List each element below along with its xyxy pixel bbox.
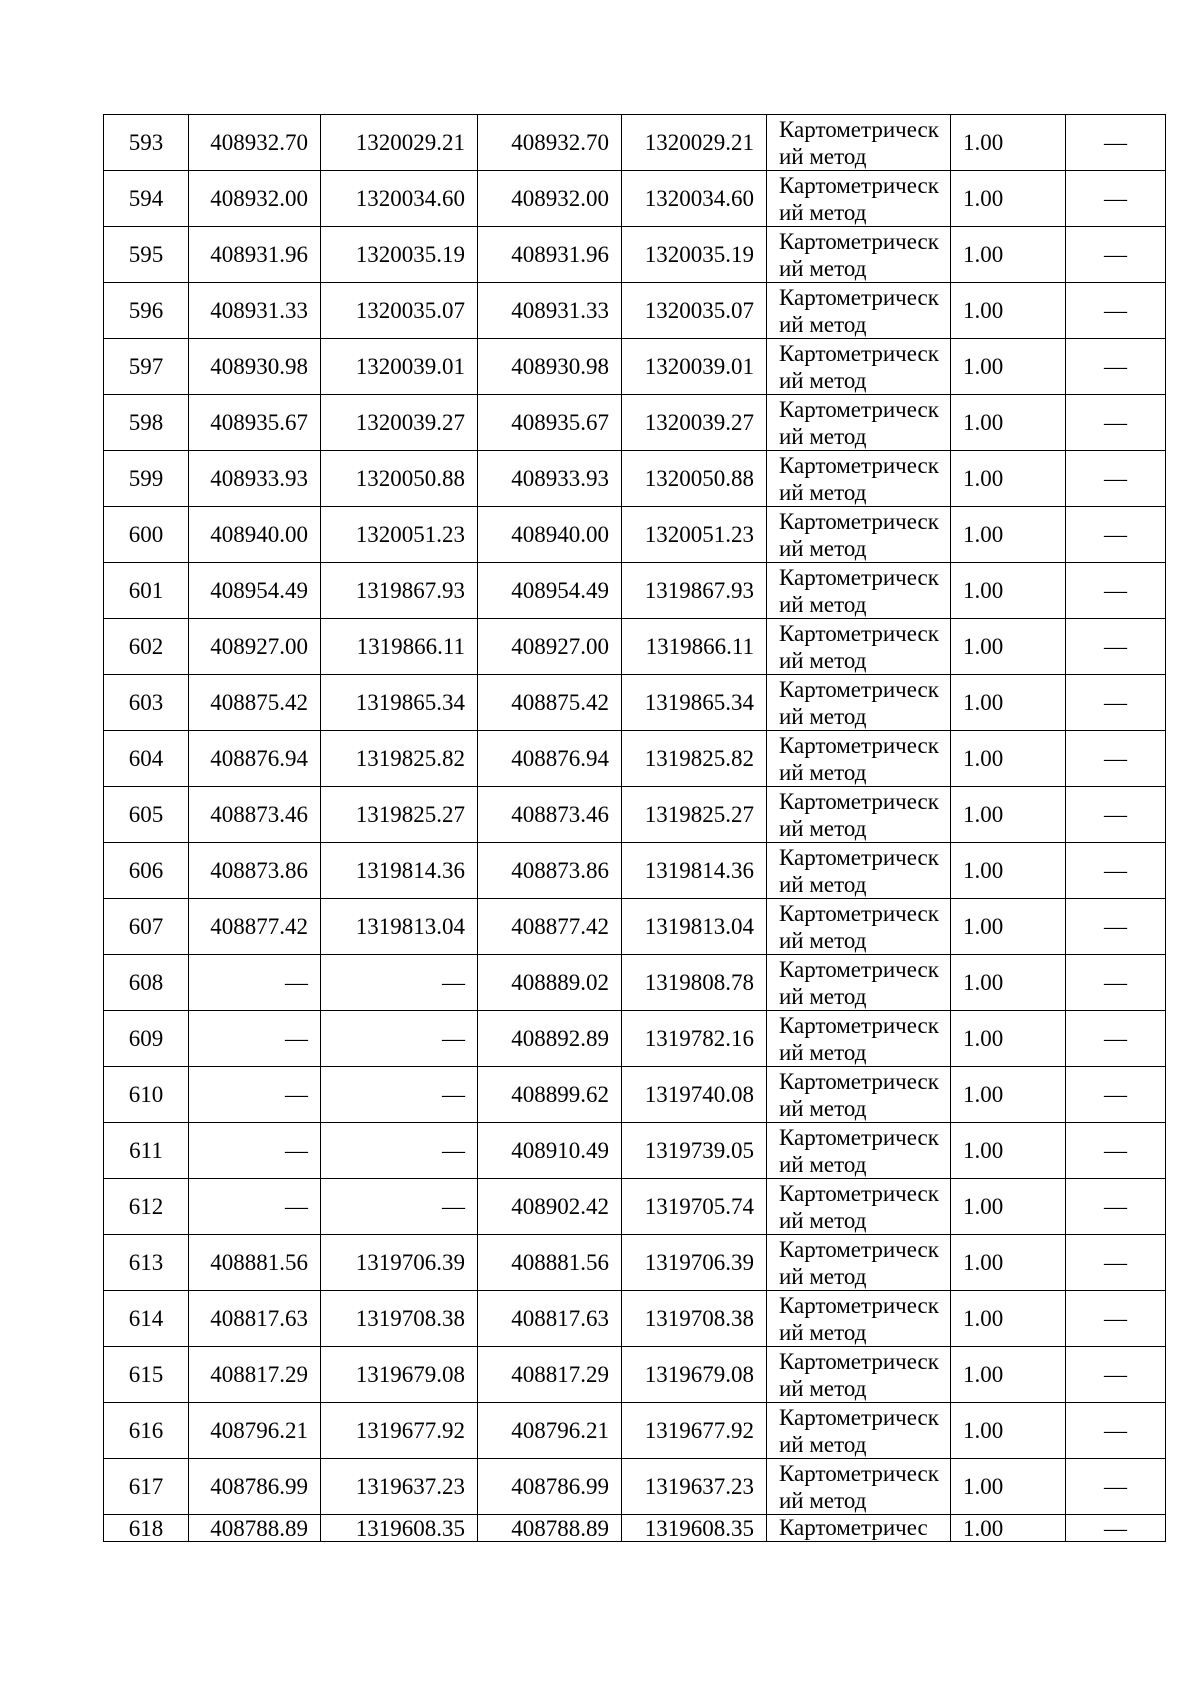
existing-y-cell: 1319813.04 [321,899,478,955]
existing-y-cell: 1320039.01 [321,339,478,395]
new-y-cell: 1319866.11 [622,619,767,675]
existing-x-cell: 408933.93 [189,451,321,507]
point-number-cell: 608 [104,955,189,1011]
point-number-cell: 618 [104,1515,189,1542]
existing-x-cell: 408931.96 [189,227,321,283]
method-cell: Картометрический метод [767,1291,951,1347]
existing-y-cell: 1319865.34 [321,675,478,731]
new-y-cell: 1319637.23 [622,1459,767,1515]
new-x-cell: 408892.89 [478,1011,622,1067]
new-y-cell: 1320039.01 [622,339,767,395]
accuracy-cell: 1.00 [951,1179,1066,1235]
existing-y-cell: — [321,1179,478,1235]
description-cell: — [1066,339,1166,395]
table-row [104,1515,1166,1542]
description-cell: — [1066,787,1166,843]
point-number-cell: 610 [104,1067,189,1123]
existing-y-cell: 1320035.07 [321,283,478,339]
accuracy-cell: 1.00 [951,1011,1066,1067]
description-cell: — [1066,227,1166,283]
method-cell: Картометрический метод [767,563,951,619]
new-x-cell: 408889.02 [478,955,622,1011]
existing-x-cell: 408932.70 [189,115,321,171]
method-cell: Картометрический метод [767,843,951,899]
method-cell: Картометрический метод [767,619,951,675]
method-cell: Картометрический метод [767,1179,951,1235]
accuracy-cell: 1.00 [951,1515,1066,1542]
existing-x-cell: 408873.86 [189,843,321,899]
table-row [104,1235,1166,1291]
table-row [104,1347,1166,1403]
new-y-cell: 1319825.82 [622,731,767,787]
method-cell: Картометрический метод [767,731,951,787]
existing-y-cell: 1319814.36 [321,843,478,899]
existing-x-cell: — [189,1179,321,1235]
existing-y-cell: 1320035.19 [321,227,478,283]
new-y-cell: 1319679.08 [622,1347,767,1403]
existing-y-cell: — [321,955,478,1011]
existing-y-cell: 1319706.39 [321,1235,478,1291]
point-number-cell: 605 [104,787,189,843]
existing-y-cell: — [321,1067,478,1123]
description-cell: — [1066,1347,1166,1403]
table-row [104,395,1166,451]
new-x-cell: 408817.29 [478,1347,622,1403]
table-row [104,843,1166,899]
description-cell: — [1066,1123,1166,1179]
existing-y-cell: — [321,1011,478,1067]
existing-x-cell: 408817.29 [189,1347,321,1403]
new-y-cell: 1319825.27 [622,787,767,843]
point-number-cell: 604 [104,731,189,787]
accuracy-cell: 1.00 [951,115,1066,171]
new-y-cell: 1319705.74 [622,1179,767,1235]
new-y-cell: 1319813.04 [622,899,767,955]
accuracy-cell: 1.00 [951,507,1066,563]
description-cell: — [1066,171,1166,227]
description-cell: — [1066,675,1166,731]
table-row [104,1459,1166,1515]
accuracy-cell: 1.00 [951,283,1066,339]
existing-y-cell: 1319677.92 [321,1403,478,1459]
new-y-cell: 1319706.39 [622,1235,767,1291]
existing-y-cell: 1320029.21 [321,115,478,171]
new-y-cell: 1320035.07 [622,283,767,339]
table-row [104,731,1166,787]
existing-x-cell: 408881.56 [189,1235,321,1291]
description-cell: — [1066,1011,1166,1067]
new-x-cell: 408932.00 [478,171,622,227]
description-cell: — [1066,1179,1166,1235]
point-number-cell: 601 [104,563,189,619]
point-number-cell: 595 [104,227,189,283]
new-x-cell: 408899.62 [478,1067,622,1123]
new-x-cell: 408881.56 [478,1235,622,1291]
description-cell: — [1066,563,1166,619]
point-number-cell: 606 [104,843,189,899]
new-x-cell: 408873.86 [478,843,622,899]
point-number-cell: 594 [104,171,189,227]
point-number-cell: 617 [104,1459,189,1515]
description-cell: — [1066,899,1166,955]
table-row [104,1011,1166,1067]
accuracy-cell: 1.00 [951,1291,1066,1347]
point-number-cell: 593 [104,115,189,171]
new-x-cell: 408931.33 [478,283,622,339]
new-x-cell: 408932.70 [478,115,622,171]
description-cell: — [1066,395,1166,451]
accuracy-cell: 1.00 [951,1235,1066,1291]
existing-x-cell: 408940.00 [189,507,321,563]
existing-y-cell: 1320034.60 [321,171,478,227]
description-cell: — [1066,1515,1166,1542]
new-y-cell: 1320050.88 [622,451,767,507]
new-y-cell: 1319739.05 [622,1123,767,1179]
new-x-cell: 408927.00 [478,619,622,675]
accuracy-cell: 1.00 [951,899,1066,955]
description-cell: — [1066,1235,1166,1291]
table-row [104,955,1166,1011]
new-y-cell: 1319708.38 [622,1291,767,1347]
existing-x-cell: 408873.46 [189,787,321,843]
new-x-cell: 408933.93 [478,451,622,507]
new-x-cell: 408930.98 [478,339,622,395]
existing-y-cell: 1319637.23 [321,1459,478,1515]
method-cell: Картометрический метод [767,1403,951,1459]
description-cell: — [1066,115,1166,171]
method-cell: Картометрический метод [767,1123,951,1179]
description-cell: — [1066,843,1166,899]
new-x-cell: 408788.89 [478,1515,622,1542]
accuracy-cell: 1.00 [951,451,1066,507]
table-row [104,283,1166,339]
existing-x-cell: 408932.00 [189,171,321,227]
existing-x-cell: 408954.49 [189,563,321,619]
table-row [104,899,1166,955]
accuracy-cell: 1.00 [951,619,1066,675]
new-y-cell: 1319808.78 [622,955,767,1011]
description-cell: — [1066,507,1166,563]
new-x-cell: 408940.00 [478,507,622,563]
accuracy-cell: 1.00 [951,955,1066,1011]
existing-x-cell: — [189,955,321,1011]
new-y-cell: 1319782.16 [622,1011,767,1067]
point-number-cell: 615 [104,1347,189,1403]
point-number-cell: 612 [104,1179,189,1235]
new-x-cell: 408877.42 [478,899,622,955]
table-row [104,1179,1166,1235]
new-y-cell: 1319865.34 [622,675,767,731]
accuracy-cell: 1.00 [951,731,1066,787]
method-cell: Картометрический метод [767,955,951,1011]
table-row [104,171,1166,227]
existing-x-cell: 408931.33 [189,283,321,339]
existing-x-cell: 408876.94 [189,731,321,787]
table-row [104,563,1166,619]
existing-x-cell: 408875.42 [189,675,321,731]
point-number-cell: 598 [104,395,189,451]
point-number-cell: 609 [104,1011,189,1067]
existing-y-cell: — [321,1123,478,1179]
description-cell: — [1066,619,1166,675]
new-y-cell: 1320034.60 [622,171,767,227]
table-row [104,787,1166,843]
new-y-cell: 1319814.36 [622,843,767,899]
new-y-cell: 1320035.19 [622,227,767,283]
new-y-cell: 1319677.92 [622,1403,767,1459]
table-row [104,1067,1166,1123]
point-number-cell: 602 [104,619,189,675]
accuracy-cell: 1.00 [951,787,1066,843]
existing-y-cell: 1319708.38 [321,1291,478,1347]
existing-x-cell: 408817.63 [189,1291,321,1347]
new-y-cell: 1319608.35 [622,1515,767,1542]
accuracy-cell: 1.00 [951,395,1066,451]
method-cell: Картометрический метод [767,1459,951,1515]
new-x-cell: 408786.99 [478,1459,622,1515]
table-row [104,1123,1166,1179]
new-x-cell: 408796.21 [478,1403,622,1459]
new-x-cell: 408876.94 [478,731,622,787]
existing-x-cell: — [189,1067,321,1123]
existing-x-cell: 408786.99 [189,1459,321,1515]
existing-y-cell: 1320039.27 [321,395,478,451]
table-row [104,115,1166,171]
method-cell: Картометрический метод [767,675,951,731]
existing-y-cell: 1319825.82 [321,731,478,787]
existing-y-cell: 1319608.35 [321,1515,478,1542]
accuracy-cell: 1.00 [951,1123,1066,1179]
accuracy-cell: 1.00 [951,563,1066,619]
existing-x-cell: — [189,1011,321,1067]
existing-y-cell: 1319679.08 [321,1347,478,1403]
point-number-cell: 603 [104,675,189,731]
table-row [104,507,1166,563]
table-body [104,115,1166,1542]
point-number-cell: 596 [104,283,189,339]
accuracy-cell: 1.00 [951,843,1066,899]
description-cell: — [1066,283,1166,339]
accuracy-cell: 1.00 [951,1347,1066,1403]
new-y-cell: 1319740.08 [622,1067,767,1123]
table-row [104,1403,1166,1459]
accuracy-cell: 1.00 [951,339,1066,395]
description-cell: — [1066,1403,1166,1459]
coordinates-table [103,114,1166,1542]
method-cell: Картометрический метод [767,339,951,395]
accuracy-cell: 1.00 [951,1459,1066,1515]
existing-x-cell: 408788.89 [189,1515,321,1542]
table-row [104,675,1166,731]
new-x-cell: 408931.96 [478,227,622,283]
new-x-cell: 408875.42 [478,675,622,731]
method-cell: Картометрический метод [767,451,951,507]
method-cell: Картометрический метод [767,227,951,283]
new-x-cell: 408873.46 [478,787,622,843]
accuracy-cell: 1.00 [951,1403,1066,1459]
method-cell: Картометрический метод [767,171,951,227]
method-cell: Картометрический метод [767,787,951,843]
table-row [104,339,1166,395]
point-number-cell: 597 [104,339,189,395]
point-number-cell: 613 [104,1235,189,1291]
description-cell: — [1066,955,1166,1011]
new-x-cell: 408910.49 [478,1123,622,1179]
method-cell: Картометрический метод [767,899,951,955]
table-row [104,227,1166,283]
method-cell: Картометрический метод [767,395,951,451]
new-y-cell: 1320029.21 [622,115,767,171]
new-x-cell: 408817.63 [478,1291,622,1347]
point-number-cell: 614 [104,1291,189,1347]
new-x-cell: 408902.42 [478,1179,622,1235]
point-number-cell: 599 [104,451,189,507]
existing-x-cell: 408796.21 [189,1403,321,1459]
table-row [104,619,1166,675]
method-cell: Картометрический метод [767,283,951,339]
method-cell: Картометрический метод [767,1011,951,1067]
method-cell: Картометрический метод [767,1067,951,1123]
method-cell: Картометрический метод [767,115,951,171]
method-cell: Картометрический метод [767,1235,951,1291]
point-number-cell: 616 [104,1403,189,1459]
new-y-cell: 1320039.27 [622,395,767,451]
description-cell: — [1066,731,1166,787]
existing-x-cell: 408935.67 [189,395,321,451]
method-cell: Картометрический метод [767,1347,951,1403]
table-row [104,451,1166,507]
method-cell: Картометрический метод [767,507,951,563]
new-x-cell: 408935.67 [478,395,622,451]
existing-y-cell: 1320051.23 [321,507,478,563]
existing-y-cell: 1320050.88 [321,451,478,507]
existing-x-cell: 408927.00 [189,619,321,675]
point-number-cell: 607 [104,899,189,955]
existing-y-cell: 1319866.11 [321,619,478,675]
new-y-cell: 1319867.93 [622,563,767,619]
accuracy-cell: 1.00 [951,171,1066,227]
point-number-cell: 600 [104,507,189,563]
new-y-cell: 1320051.23 [622,507,767,563]
existing-x-cell: 408877.42 [189,899,321,955]
existing-x-cell: — [189,1123,321,1179]
point-number-cell: 611 [104,1123,189,1179]
existing-x-cell: 408930.98 [189,339,321,395]
description-cell: — [1066,451,1166,507]
description-cell: — [1066,1067,1166,1123]
accuracy-cell: 1.00 [951,1067,1066,1123]
description-cell: — [1066,1291,1166,1347]
table-row [104,1291,1166,1347]
accuracy-cell: 1.00 [951,227,1066,283]
description-cell: — [1066,1459,1166,1515]
existing-y-cell: 1319867.93 [321,563,478,619]
existing-y-cell: 1319825.27 [321,787,478,843]
new-x-cell: 408954.49 [478,563,622,619]
method-cell: Картометричес [767,1515,951,1542]
accuracy-cell: 1.00 [951,675,1066,731]
